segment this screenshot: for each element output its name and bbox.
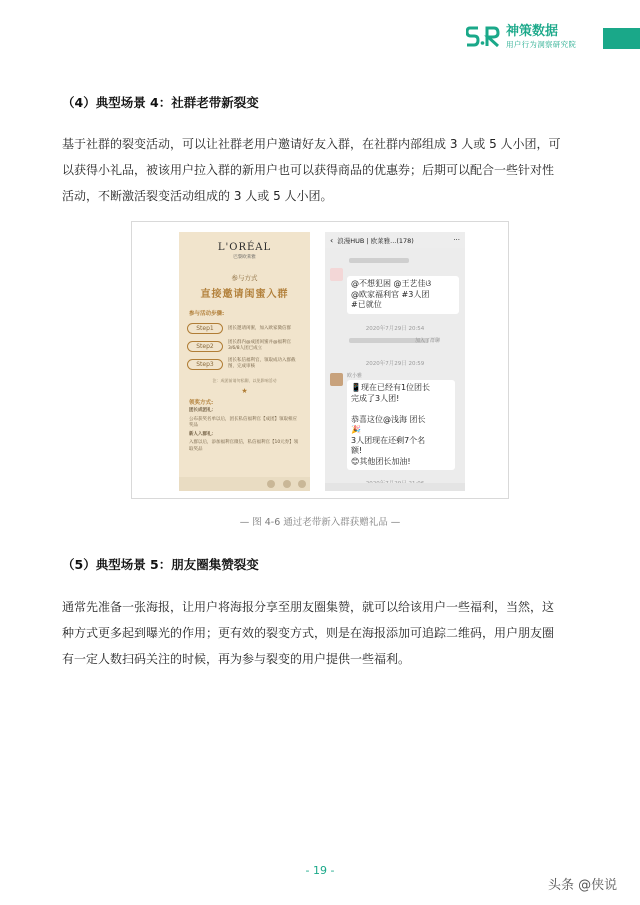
back-arrow-icon: ‹ [330, 235, 334, 245]
page-number: - 19 - [305, 864, 335, 877]
brand-tagline: 用户行为洞察研究院 [506, 40, 577, 49]
header-accent-bar [603, 28, 640, 49]
watermark: 头条 @侠说 [548, 878, 618, 893]
paragraph-line: 有一定人数扫码关注的时候，再为参与裂变的用户提供一些福利。 [62, 652, 411, 666]
star-icon: ★ [241, 387, 248, 395]
poster-reward-line: 新人入群礼： [189, 431, 216, 437]
chat-title: 浪漫HUB | 欧莱雅...(178) [337, 236, 414, 245]
wechat-group-chat [325, 232, 465, 491]
chat-message: @不想犯困 @王艺佳ଓ @欧家福利官 #3人团 #已就位 [347, 276, 459, 314]
paragraph-line: 以获得小礼品，被该用户拉入群的新用户也可以获得商品的优惠券；后期可以配合一些针对性 [62, 163, 555, 177]
poster-reward-line: 团长成团礼： [189, 408, 216, 413]
step-badge: Step2 [187, 341, 223, 352]
brand-name: 神策数据 [506, 24, 559, 39]
poster-note: 注：成团前请勿私聊，以免影响活动 [212, 378, 277, 383]
step-badge: Step3 [187, 359, 223, 370]
section-4-paragraph [62, 131, 582, 209]
poster-steps-heading: 参与活动步骤: [189, 311, 225, 317]
paragraph-line: 活动，不断激活裂变活动组成的 3 人或 5 人小团。 [62, 189, 333, 203]
step-text: 团长群内@成团闺蜜并@福利官 3/6/8人团已成立 [228, 340, 291, 351]
sender-name: 欧小雅 [347, 373, 363, 379]
figure-4-6 [131, 221, 509, 499]
avatar [330, 268, 343, 281]
system-notice: 加入了群聊 [415, 338, 441, 344]
section-5-heading: （5）典型场景 5：朋友圈集赞裂变 [62, 557, 259, 572]
chat-timestamp: 2020年7月29日 20:59 [365, 361, 425, 367]
figure-caption: — 图 4-6 通过老带新入群获赠礼品 — [239, 517, 401, 528]
more-icon: ··· [453, 236, 460, 244]
step-text: 团长邀请闺蜜，加入欧家微信群 [228, 325, 291, 331]
poster-step [187, 340, 310, 352]
brand-logo [466, 24, 576, 50]
poster-step [187, 323, 310, 334]
poster-brand-sub: 巴黎欧莱雅 [233, 255, 256, 260]
poster-reward-line: 入群以后，添加福利官微信，私信福利官【10元券】领取奖品 [189, 440, 299, 452]
poster-reward-line: 公布获奖名单以后，团长私信福利官【成团】领取相应奖品 [189, 416, 297, 428]
paragraph-line: 基于社群的裂变活动，可以让社群老用户邀请好友入群，在社群内部组成 3 人或 5 人小团，可 [62, 137, 561, 151]
poster-reward-heading: 领奖方式: [189, 400, 214, 406]
section-4-heading: （4）典型场景 4：社群老带新裂变 [62, 95, 259, 110]
chat-message: 📱现在已经有1位团长 完成了3人团! 恭喜这位@浅海 团长 🎉 3人团现在还剩7个名 额! 😊其他团长加油! [347, 380, 455, 470]
chat-timestamp: 2020年7月29日 20:54 [365, 326, 425, 332]
step-text: 团长私信福利官，领取成功入群截图，完成审核 [228, 358, 296, 369]
chat-input-bar [325, 483, 465, 491]
poster-footer-icon [267, 480, 275, 488]
poster-title: 直接邀请闺蜜入群 [200, 289, 289, 300]
section-5-paragraph [62, 594, 582, 672]
sr-logo-icon [466, 24, 500, 50]
poster-step [187, 358, 310, 370]
step-badge: Step1 [187, 323, 223, 334]
poster-footer-bar [179, 477, 310, 491]
paragraph-line: 通常先准备一张海报，让用户将海报分享至朋友圈集赞，就可以给该用户一些福利，当然，这 [62, 600, 555, 614]
chat-header [325, 232, 465, 248]
poster-footer-icon [283, 480, 291, 488]
poster-footer-icon [298, 480, 306, 488]
campaign-poster [179, 232, 310, 491]
poster-brand: L'ORÉAL [217, 242, 272, 253]
poster-subtitle: 参与方式 [231, 274, 258, 282]
paragraph-line: 种方式更多起到曝光的作用；更有效的裂变方式，则是在海报添加可追踪二维码，用户朋友圈 [62, 626, 555, 640]
blurred-name [349, 258, 409, 263]
avatar [330, 373, 343, 386]
